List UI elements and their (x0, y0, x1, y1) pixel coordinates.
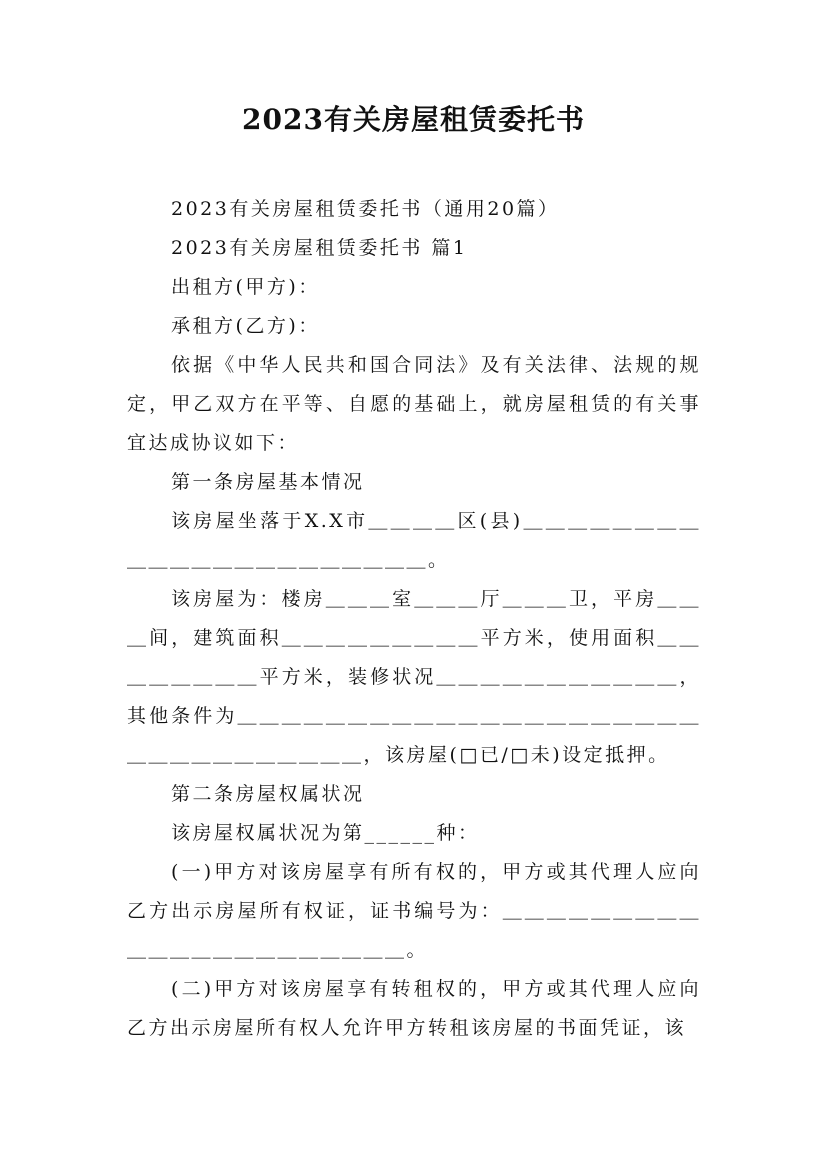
paragraph-lessor: 出租方(甲方)： (171, 276, 320, 298)
paragraph-lessee: 承租方(乙方)： (171, 315, 320, 337)
paragraph-ownership-type: 该房屋权属状况为第______种： (171, 822, 480, 844)
paragraph-location: 该房屋坐落于X.X市＿＿＿＿区(县)＿＿＿＿＿＿＿＿＿＿＿＿＿＿＿＿＿＿＿＿＿＿。 (127, 510, 701, 571)
paragraph-preamble: 依据《中华人民共和国合同法》及有关法律、法规的规定，甲乙双方在平等、自愿的基础上，就房屋租赁的有关事宜达成协议如下： (127, 354, 701, 454)
document-title: 2023有关房屋租赁委托书 (242, 103, 585, 136)
paragraph-article-2-heading: 第二条房屋权属状况 (171, 783, 365, 805)
paragraph-ownership-2: (二)甲方对该房屋享有转租权的，甲方或其代理人应向乙方出示房屋所有权人允许甲方转租该房屋的书面凭证，该 (127, 978, 701, 1039)
paragraph-subtitle: 2023有关房屋租赁委托书（通用20篇） (171, 198, 560, 220)
document-body (127, 190, 701, 1048)
paragraph-ownership-1: (一)甲方对该房屋享有所有权的，甲方或其代理人应向乙方出示房屋所有权证，证书编号为：＿＿＿＿＿＿＿＿＿＿＿＿＿＿＿＿＿＿＿＿＿＿。 (127, 861, 701, 961)
paragraph-house-details: 该房屋为：楼房＿＿＿室＿＿＿厅＿＿＿卫，平房＿＿＿间，建筑面积＿＿＿＿＿＿＿＿＿平方米，使用面积＿＿＿＿＿＿＿＿平方米，装修状况＿＿＿＿＿＿＿＿＿＿＿，其他条件为＿＿＿＿＿＿＿＿＿＿＿＿＿＿＿＿＿＿＿＿＿＿＿＿＿＿＿＿＿＿＿＿，该房屋(□已/□未)设定抵押。 (127, 588, 701, 766)
paragraph-section-heading: 2023有关房屋租赁委托书 篇1 (171, 237, 468, 259)
paragraph-article-1-heading: 第一条房屋基本情况 (171, 471, 365, 493)
